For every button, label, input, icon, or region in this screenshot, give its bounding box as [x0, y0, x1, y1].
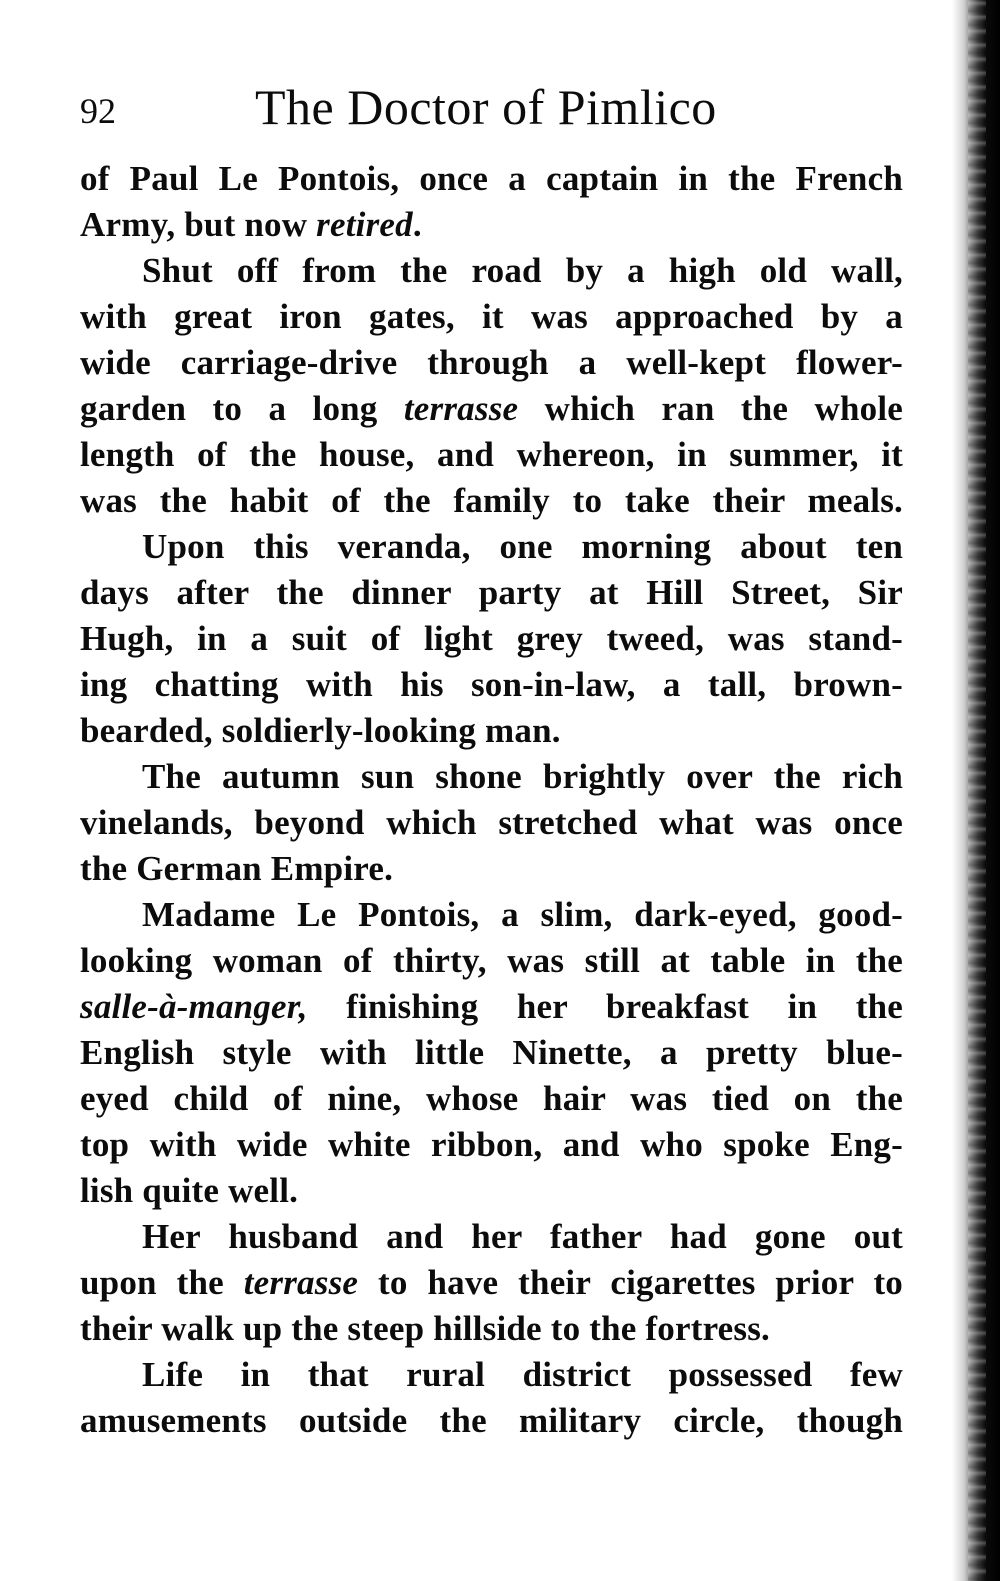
paragraph-start-line: Life in that rural district possessed few [142, 1355, 903, 1394]
text-line: salle-à-manger, finishing her breakfast in the [80, 987, 903, 1026]
spine-texture [968, 0, 986, 1581]
body-text [80, 156, 903, 1444]
text-line: top with wide white ribbon, and who spoke Eng- [80, 1125, 903, 1164]
text-line: Army, but now retired. [80, 205, 422, 244]
text-line: of Paul Le Pontois, once a captain in the French [80, 159, 903, 198]
text-line: eyed child of nine, whose hair was tied on the [80, 1079, 903, 1118]
paragraph-start-line: Upon this veranda, one morning about ten [142, 527, 903, 566]
text-line: looking woman of thirty, was still at table in the [80, 941, 903, 980]
text-line: their walk up the steep hillside to the fortress. [80, 1309, 771, 1348]
text-line: length of the house, and whereon, in summer, it [80, 435, 903, 474]
text-line: days after the dinner party at Hill Street, Sir [80, 573, 903, 612]
text-line: English style with little Ninette, a pretty blue- [80, 1033, 903, 1072]
text-line: bearded, soldierly-looking man. [80, 711, 561, 750]
paragraph-start-line: Her husband and her father had gone out [142, 1217, 903, 1256]
text-line: wide carriage-drive through a well-kept flower- [80, 343, 903, 382]
text-line: amusements outside the military circle, though [80, 1401, 903, 1440]
page-number: 92 [80, 91, 116, 131]
text-line: garden to a long terrasse which ran the whole [80, 389, 904, 428]
text-line: was the habit of the family to take their meals. [80, 481, 903, 520]
paragraph-start-line: Madame Le Pontois, a slim, dark-eyed, good- [142, 895, 903, 934]
text-line: with great iron gates, it was approached by a [80, 297, 903, 336]
text-line: vinelands, beyond which stretched what was once [80, 803, 903, 842]
running-title: The Doctor of Pimlico [255, 79, 717, 135]
text-line: the German Empire. [80, 849, 394, 888]
paragraph-start-line: The autumn sun shone brightly over the rich [142, 757, 903, 796]
text-line: Hugh, in a suit of light grey tweed, was stand- [80, 619, 903, 658]
text-line: ing chatting with his son-in-law, a tall, brown- [80, 665, 903, 704]
text-line: upon the terrasse to have their cigarettes prior to [80, 1263, 903, 1302]
page-header [80, 78, 900, 148]
paragraph-start-line: Shut off from the road by a high old wall, [142, 251, 903, 290]
text-line: lish quite well. [80, 1171, 299, 1210]
